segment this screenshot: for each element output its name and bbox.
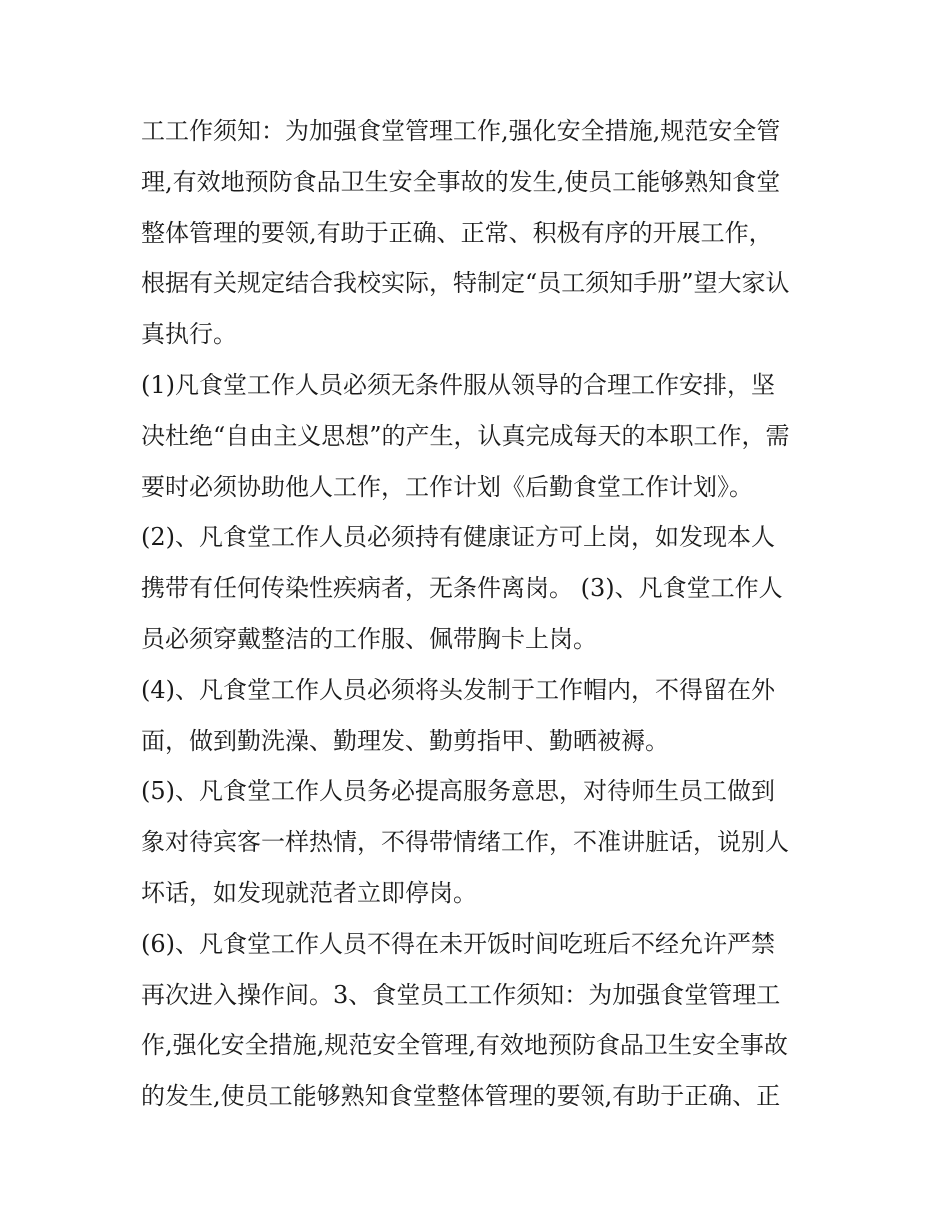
text-line: 面，做到勤洗澡、勤理发、勤剪指甲、勤晒被褥。 (141, 726, 669, 755)
text-line: 决杜绝“自由主义思想”的产生，认真完成每天的本职工作，需 (141, 421, 790, 450)
text-line: 员必须穿戴整洁的工作服、佩带胸卡上岗。 (141, 624, 597, 653)
text-line: 要时必须协助他人工作，工作计划《后勤食堂工作计划》。 (141, 472, 753, 501)
text-line: 作,强化安全措施,规范安全管理,有效地预防食品卫生安全事故 (141, 1031, 788, 1060)
text-line: 工工作须知：为加强食堂管理工作,强化安全措施,规范安全管 (141, 117, 781, 145)
text-line: 根据有关规定结合我校实际，特制定“员工须知手册”望大家认 (141, 269, 790, 298)
text-line: (4)、凡食堂工作人员必须将头发制于工作帽内，不得留在外 (141, 675, 775, 704)
text-line: 携带有任何传染性疾病者，无条件离岗。 (3)、凡食堂工作人 (141, 574, 783, 603)
text-line: 的发生,使员工能够熟知食堂整体管理的要领,有助于正确、正 (141, 1082, 781, 1111)
text-line: 理,有效地预防食品卫生安全事故的发生,使员工能够熟知食堂 (141, 167, 781, 196)
text-line: (2)、凡食堂工作人员必须持有健康证方可上岗，如发现本人 (141, 523, 775, 552)
text-line: (6)、凡食堂工作人员不得在未开饭时间吃班后不经允许严禁 (141, 929, 775, 958)
text-line: 真执行。 (141, 320, 237, 349)
text-line: 坏话，如发现就范者立即停岗。 (141, 878, 477, 907)
text-line: (5)、凡食堂工作人员务必提高服务意思，对待师生员工做到 (141, 777, 775, 806)
text-line: (1)凡食堂工作人员必须无条件服从领导的合理工作安排，坚 (141, 370, 775, 399)
text-line: 整体管理的要领,有助于正确、正常、积极有序的开展工作， (141, 218, 773, 247)
text-line: 象对待宾客一样热情，不得带情绪工作，不准讲脏话，说别人 (141, 828, 789, 857)
document-body (141, 106, 816, 1122)
text-line: 再次进入操作间。3、食堂员工工作须知：为加强食堂管理工 (141, 980, 781, 1009)
